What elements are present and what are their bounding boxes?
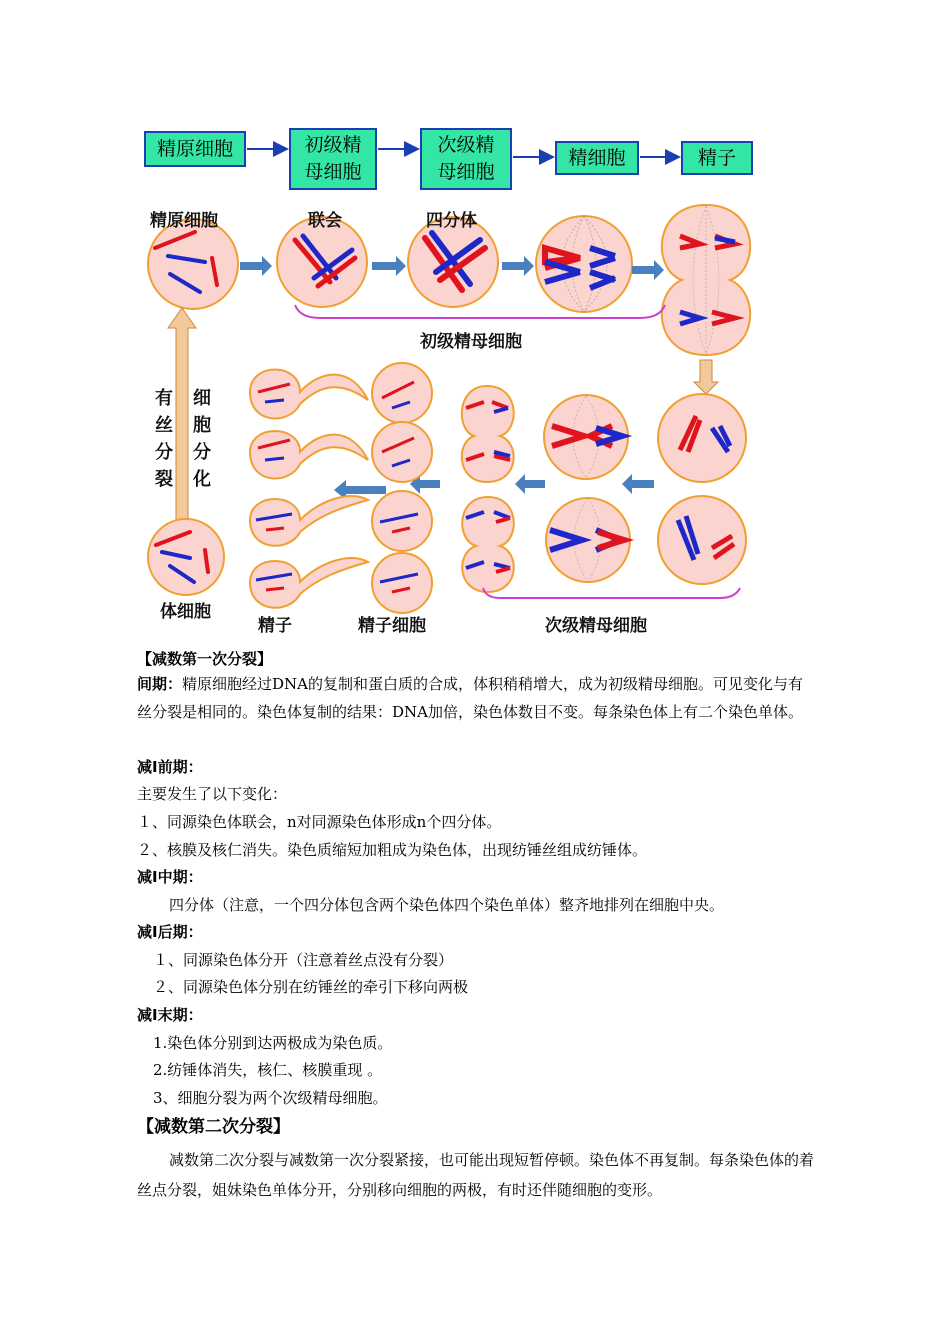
interphase-body: 精原细胞经过DNA的复制和蛋白质的合成，体积稍稍增大，成为初级精母细胞。可见变化与有丝分裂是相同的。染色体复制的结果：DNA加倍，染色体数目不变。每条染色体上有二个染色单体。 — [137, 675, 804, 721]
cell-metaphase1 — [536, 216, 632, 312]
label-synapsis: 联会 — [308, 211, 342, 231]
bracket-secondary — [483, 588, 740, 598]
label-somatic: 体细胞 — [160, 602, 211, 622]
spermatid-3 — [372, 491, 432, 551]
arrow-right — [372, 256, 406, 276]
prophase-label: 减Ⅰ前期： — [137, 758, 203, 776]
prophase-item-1: １、同源染色体联会，n对同源染色体形成n个四分体。 — [137, 813, 502, 831]
cell-somatic — [148, 519, 224, 595]
telophase-item-1: 1.染色体分别到达两极成为染色质。 — [153, 1034, 393, 1052]
flow-box-label: 初级精母细胞 — [304, 134, 362, 183]
prophase-item-2: ２、核膜及核仁消失。染色质缩短加粗成为染色体，出现纺锤丝组成纺锤体。 — [137, 841, 648, 859]
meiosis2-body: 减数第二次分裂与减数第一次分裂紧接，也可能出现短暂停顿。染色体不再复制。每条染色体的着丝点分裂，姐妹染色单体分开，分别移向细胞的两极，有时还伴随细胞的变形。 — [137, 1151, 815, 1199]
prophase-intro: 主要发生了以下变化： — [137, 785, 288, 803]
label-secondary: 次级精母细胞 — [545, 616, 647, 636]
cell-prophase2-top — [658, 394, 746, 482]
heading-meiosis2: 【减数第二次分裂】 — [137, 1117, 290, 1137]
bracket-primary — [295, 305, 665, 318]
telophase-item-2: 2.纺锤体消失，核仁、核膜重现 。 — [153, 1061, 383, 1079]
label-sperm: 精子 — [258, 616, 292, 636]
label-mitosis: 有丝分裂 — [155, 388, 173, 490]
interphase-paragraph — [137, 671, 817, 726]
sperm-3 — [250, 496, 368, 546]
label-spermatid: 精子细胞 — [358, 616, 426, 636]
arrow-left — [622, 474, 654, 494]
arrow-right — [502, 256, 534, 276]
anaphase-item-2: ２、同源染色体分别在纺锤丝的牵引下移向两极 — [153, 978, 469, 996]
cell-anaphase1 — [662, 205, 750, 355]
label-primary: 初级精母细胞 — [420, 332, 522, 352]
arrow-down — [694, 360, 718, 394]
spermatid-4 — [372, 553, 432, 613]
label-tetrad: 四分体 — [426, 211, 477, 231]
meiosis-diagram — [0, 0, 950, 640]
anaphase-item-1: １、同源染色体分开（注意着丝点没有分裂） — [153, 951, 454, 969]
spermatid-1 — [372, 363, 432, 423]
label-differentiation: 细胞分化 — [193, 388, 211, 490]
interphase-label: 间期： — [137, 675, 183, 693]
heading-meiosis1: 【减数第一次分裂】 — [137, 650, 273, 668]
flow-box-label: 次级精母细胞 — [437, 134, 495, 183]
anaphase-label: 减Ⅰ后期： — [137, 923, 203, 941]
flow-box-label: 精细胞 — [568, 146, 626, 169]
sperm-2 — [250, 431, 368, 479]
sperm-1 — [250, 370, 368, 419]
cell-prophase2-bottom — [658, 496, 746, 584]
cell-metaphase2-top — [544, 395, 628, 479]
arrow-right — [240, 256, 272, 276]
cell-spermatogonium — [148, 219, 238, 309]
cell-anaphase2-top — [462, 386, 514, 482]
telophase-item-3: 3、细胞分裂为两个次级精母细胞。 — [153, 1089, 388, 1107]
telophase-label: 减Ⅰ末期： — [137, 1006, 203, 1024]
metaphase-label: 减Ⅰ中期： — [137, 868, 203, 886]
arrow-right — [632, 260, 664, 280]
cell-metaphase2-bottom — [546, 498, 630, 582]
arrow-left — [515, 474, 545, 494]
metaphase-body: 四分体（注意，一个四分体包含两个染色体四个染色单体）整齐地排列在细胞中央。 — [169, 896, 725, 914]
cell-anaphase2-bottom — [462, 497, 514, 592]
flow-box-label: 精原细胞 — [156, 137, 233, 160]
spermatid-2 — [372, 422, 432, 482]
label-spermatogonium: 精原细胞 — [150, 211, 218, 231]
sperm-4 — [250, 558, 368, 608]
flow-box-label: 精子 — [697, 146, 736, 169]
